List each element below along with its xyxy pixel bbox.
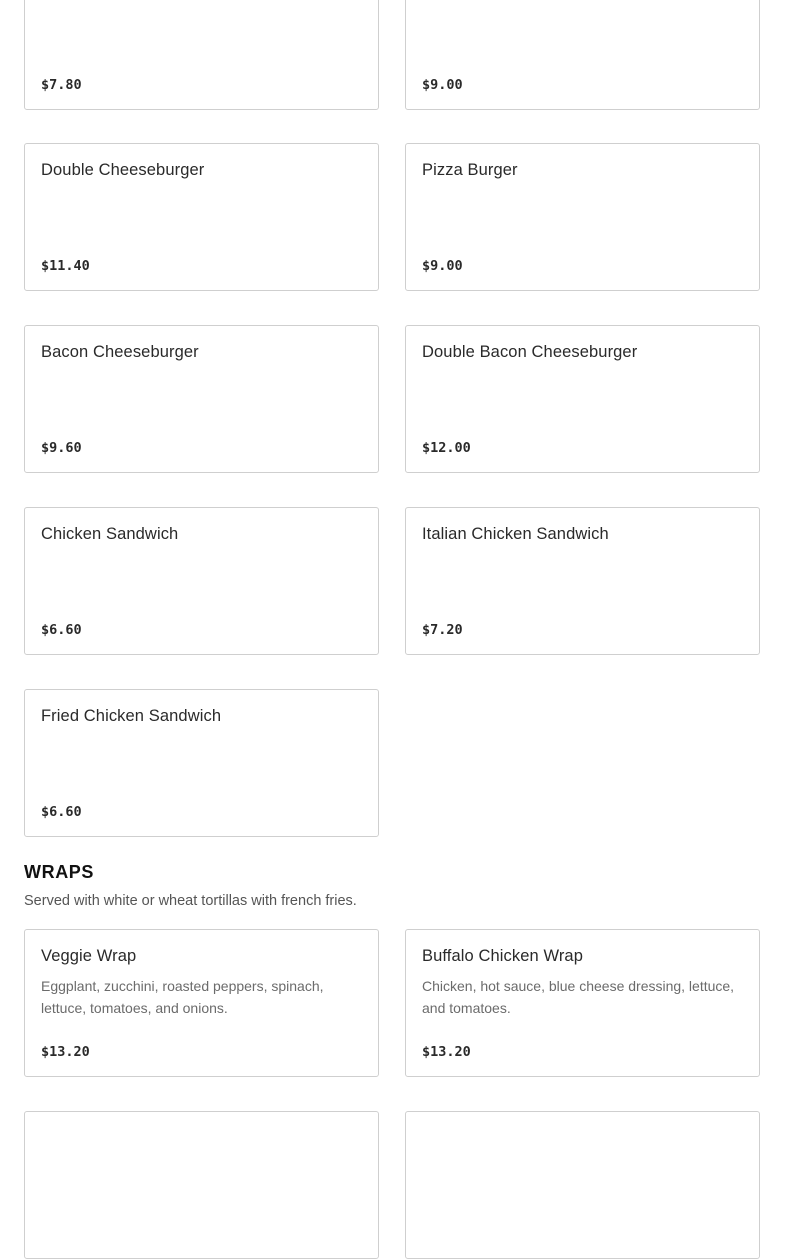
menu-item-card[interactable] — [24, 1111, 379, 1259]
menu-item-card[interactable] — [24, 929, 379, 1077]
menu-item-price: $9.60 — [41, 440, 82, 456]
menu-item-name: Double Bacon Cheeseburger — [422, 343, 638, 361]
menu-item-card[interactable] — [405, 325, 760, 473]
menu-item-price: $12.00 — [422, 440, 471, 456]
menu-item-name: Chicken Sandwich — [41, 525, 179, 543]
menu-item-card[interactable] — [405, 929, 760, 1077]
menu-item-price: $9.00 — [422, 77, 463, 93]
menu-item-price: $13.20 — [41, 1044, 90, 1060]
menu-item-description: Chicken, hot sauce, blue cheese dressing, lettuce, and tomatoes. — [422, 978, 735, 1016]
menu-item-name: Double Cheeseburger — [41, 161, 205, 179]
section-title-wraps: WRAPS — [24, 862, 94, 882]
menu-item-card[interactable] — [24, 507, 379, 655]
menu-item-card[interactable] — [24, 0, 379, 110]
menu-item-card[interactable] — [405, 507, 760, 655]
menu-item-price: $6.60 — [41, 622, 82, 638]
menu-item-name: Italian Chicken Sandwich — [422, 525, 609, 543]
menu-item-card[interactable] — [405, 1111, 760, 1259]
menu-item-card[interactable] — [405, 0, 760, 110]
menu-item-name: Veggie Wrap — [41, 947, 137, 965]
menu-item-price: $7.20 — [422, 622, 463, 638]
menu-item-name: Pizza Burger — [422, 161, 518, 179]
menu-item-card[interactable] — [24, 689, 379, 837]
menu-item-description: Eggplant, zucchini, roasted peppers, spinach, lettuce, tomatoes, and onions. — [41, 978, 324, 1016]
menu-item-card[interactable] — [24, 143, 379, 291]
menu-item-name: Fried Chicken Sandwich — [41, 707, 222, 725]
menu-item-price: $11.40 — [41, 258, 90, 274]
section-subtitle-wraps: Served with white or wheat tortillas with french fries. — [24, 893, 357, 909]
menu-item-price: $6.60 — [41, 804, 82, 820]
menu-item-card[interactable] — [24, 325, 379, 473]
menu-item-card[interactable] — [405, 143, 760, 291]
menu-item-price: $13.20 — [422, 1044, 471, 1060]
menu-item-name: Bacon Cheeseburger — [41, 343, 199, 361]
menu-item-name: Buffalo Chicken Wrap — [422, 947, 583, 965]
menu-item-price: $9.00 — [422, 258, 463, 274]
menu-item-price: $7.80 — [41, 77, 82, 93]
